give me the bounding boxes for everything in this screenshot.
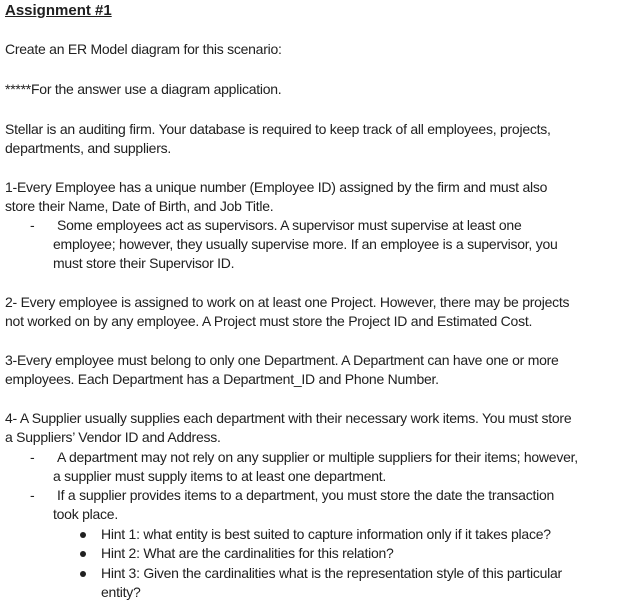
scenario-line: departments, and suppliers. (5, 140, 172, 156)
requirement-4-line: a Suppliers’ Vendor ID and Address. (5, 429, 221, 445)
requirement-1-sub-line: employee; however, they usually supervise more. If an employee is a supervisor, you (53, 236, 558, 252)
requirement-2-line: 2- Every employee is assigned to work on at least one Project. However, there may be projects (5, 294, 570, 310)
bullet-icon (80, 571, 86, 577)
requirement-4-sub-line: A department may not rely on any supplier or multiple suppliers for their items; however, (57, 449, 578, 465)
dash-marker: - (30, 217, 35, 233)
requirement-3-line: employees. Each Department has a Department_ID and Phone Number. (5, 371, 439, 387)
dash-marker: - (30, 449, 35, 465)
requirement-3-line: 3-Every employee must belong to only one Department. A Department can have one or more (5, 352, 559, 368)
hint-item-continued: entity? (101, 584, 141, 600)
bullet-icon (80, 551, 86, 557)
requirement-1-line: 1-Every Employee has a unique number (Employee ID) assigned by the firm and must also (5, 179, 548, 195)
assignment-title: Assignment #1 (5, 2, 112, 19)
requirement-1-sub-line: Some employees act as supervisors. A supervisor must supervise at least one (57, 217, 522, 233)
requirement-1-sub-line: must store their Supervisor ID. (53, 255, 235, 271)
requirement-1-line: store their Name, Date of Birth, and Job Title. (5, 198, 274, 214)
hint-item: Hint 3: Given the cardinalities what is the representation style of this particular (101, 565, 562, 581)
requirement-2-line: not worked on by any employee. A Project must store the Project ID and Estimated Cost. (5, 313, 533, 329)
bullet-icon (80, 532, 86, 538)
requirement-4-sub-line: a supplier must supply items to at least one department. (53, 468, 387, 484)
hint-item: Hint 2: What are the cardinalities for this relation? (101, 545, 394, 561)
requirement-4-sub-line: If a supplier provides items to a department, you must store the date the transaction (57, 487, 555, 503)
scenario-line: Stellar is an auditing firm. Your database is required to keep track of all employees, projects, (5, 121, 551, 137)
requirement-4-sub-line: took place. (53, 506, 118, 522)
hint-item: Hint 1: what entity is best suited to capture information only if it takes place? (101, 526, 551, 542)
requirement-4-line: 4- A Supplier usually supplies each department with their necessary work items. You must store (5, 410, 572, 426)
dash-marker: - (30, 487, 35, 503)
note-text: *****For the answer use a diagram application. (5, 81, 282, 97)
intro-text: Create an ER Model diagram for this scenario: (5, 41, 282, 57)
